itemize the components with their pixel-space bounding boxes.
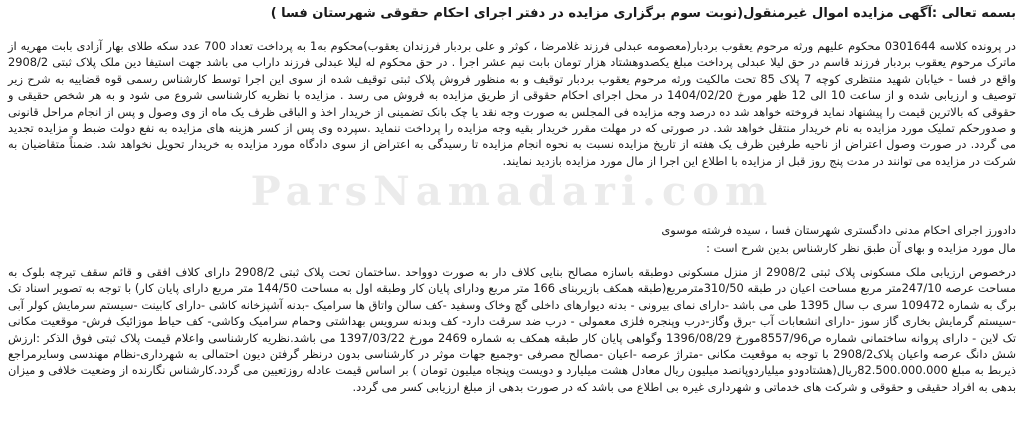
notice-signature: دادورز اجرای احکام مدنی دادگستری شهرستان فسا ، سیده فرشته موسوی bbox=[661, 223, 1016, 237]
notice-title: بسمه تعالی :آگهی مزایده اموال غیرمنقول(نوبت سوم برگزاری مزایده در دفتر اجرای احکام حقوقی شهرستان فسا ) bbox=[270, 6, 1016, 21]
notice-paragraph-property-valuation: درخصوص ارزیابی ملک مسکونی پلاک ثبتی 2908/2 از منزل مسکونی دوطبقه باسازه مصالح بنایی کلاف دار به صورت دوواحد .ساختمان تحت پلاک ثبتی 2908/2 دارای کلاف افقی و قائم سقف تیرچه بلوک به مساحت عرصه 247/10متر مربع مساحت اعیان در طبقه 310/50مترمربع(طبقه همکف بازیربنای 166 متر مربع ودارای پایان کار وطبقه اول به مساحت 144/50 متر مربع دارای پایان کار) با توجه به تصویر اسناد تک برگ به شماره 109472 سری ب سال 1395 طی می باشد -دارای نمای بیرونی - بدنه دیوارهای داخلی گچ وخاک وسفید -کف سالن واتاق ها سرامیک -بدنه آشپزخانه کاشی -دارای کابینت -سیستم سرمایش کولر آبی -سیستم گرمایش بخاری گاز سوز -دارای انشعابات آب -برق وگاز-درب وپنجره فلزی معمولی - درب ضد سرقت دارد- کف وبدنه سرویس بهداشتی وحمام سرامیک وکاشی- کف حیاط موزائیک فرش- موقعیت مکانی تک لاین - دارای پروانه ساختمانی شماره ص8557/96مورخ 1396/08/29 وگواهی پایان کار طبقه همکف به شماره 2469 مورخ 1397/03/22 می باشد.نظریه کارشناسی واعلام قیمت پلاک ثبتی فوق الذکر :ارزش شش دانگ عرصه واعیان پلاک2908/2 با توجه به موقعیت مکانی -متراژ عرصه -اعیان -مصالح مصرفی -وجمیع جهات موثر در کارشناسی بدون درنظر گرفتن دیون احتمالی به شهرداری-نظام مهندسی وسایرمراجع ذیربط به مبلغ 82.500.000.000ریال(هشتادودو میلیاردوپانصد میلیون ریال معادل هشت میلیارد و دویست وپنجاه میلیون تومان ) بر اساس قیمت عادله روزتعیین می گردد.کارشناس نگارنده از وضعیت خلافی و میزان بدهی به افراد حقیقی و حقوقی و شرکت های خدماتی و شهرداری غیره بی اطلاع می باشد که در صورت بدهی از مبلغ ارزیابی کسر می گردد. bbox=[8, 265, 1017, 394]
notice-paragraph-expert-intro: مال مورد مزایده و بهای آن طبق نظر کارشناس بدین شرح است : bbox=[706, 241, 1016, 255]
notice-paragraph-auction-terms: در پرونده کلاسه 0301644 محکوم علیهم ورثه مرحوم یعقوب بردبار(معصومه عبدلی فرزند غلامرضا ، کوثر و علی بردبار فرزندان یعقوب)محکوم به1 به پرداخت تعداد 700 عدد سکه طلای بهار آزادی بابت مهریه از ماترک مرحوم یعقوب بردبار فرزند قاسم در حق لیلا عبدلی پرداخت مبلغ یکصدوهشتاد هزار تومان بابت نیم عشر اجرا . در حق محکوم له لیلا عبدلی فرزند داراب می باشد جهت استیفا دین ملک پلاک ثبتی 2908/2 واقع در فسا - خیابان شهید منتظری کوچه 7 پلاک 85 تحت مالکیت ورثه مرحوم یعقوب بردبار توقیف و به منظور فروش پلاک ثبتی توقیف شده از سوی این اجرا توسط کارشناس رسمی قوه قضاییه به شرح زیر توصیف و ارزیابی شده و از ساعت 10 الی 12 ظهر مورخ 1404/02/20 در محل اجرای احکام حقوقی از طریق مزایده به فروش می رسد . مزایده با نظریه کارشناسی شروع می شود و به هر شخص حقیقی و حقوقی که بالاترین قیمت را پیشنهاد نماید فروخته خواهد شد ده درصد وجه مزایده فی المجلس به صورت وجه نقد یا چک بانک تضمینی از خریدار اخذ و الباقی ظرف یک ماه از وی وصول و پس از انجام مراحل قانونی و صدورحکم تملیک مورد مزایده به نام خریدار منتقل خواهد شد. در صورتی که در مهلت مقرر خریدار بقیه وجه مزایده را پرداخت ننماید .سپرده وی پس از کسر هزینه های مزایده به نفع دولت ضبط و مزایده تجدید می گردد. در صورت وصول اعتراض از ناحیه طرفین ظرف یک هفته از تاریخ مزایده نسبت به نحوه انجام مزایده تا رسیدگی به اعتراض از سوی دادگاه مورد مزایده به خریدار تحویل نخواهد شد. ضمناً متقاضیان به شرکت در مزایده می توانند در مدت پنج روز قبل از مزایده با اطلاع این اجرا از مال مورد مزایده بازدید نمایند. bbox=[8, 39, 1017, 168]
watermark-text: ParsNamadari.com bbox=[250, 168, 774, 215]
